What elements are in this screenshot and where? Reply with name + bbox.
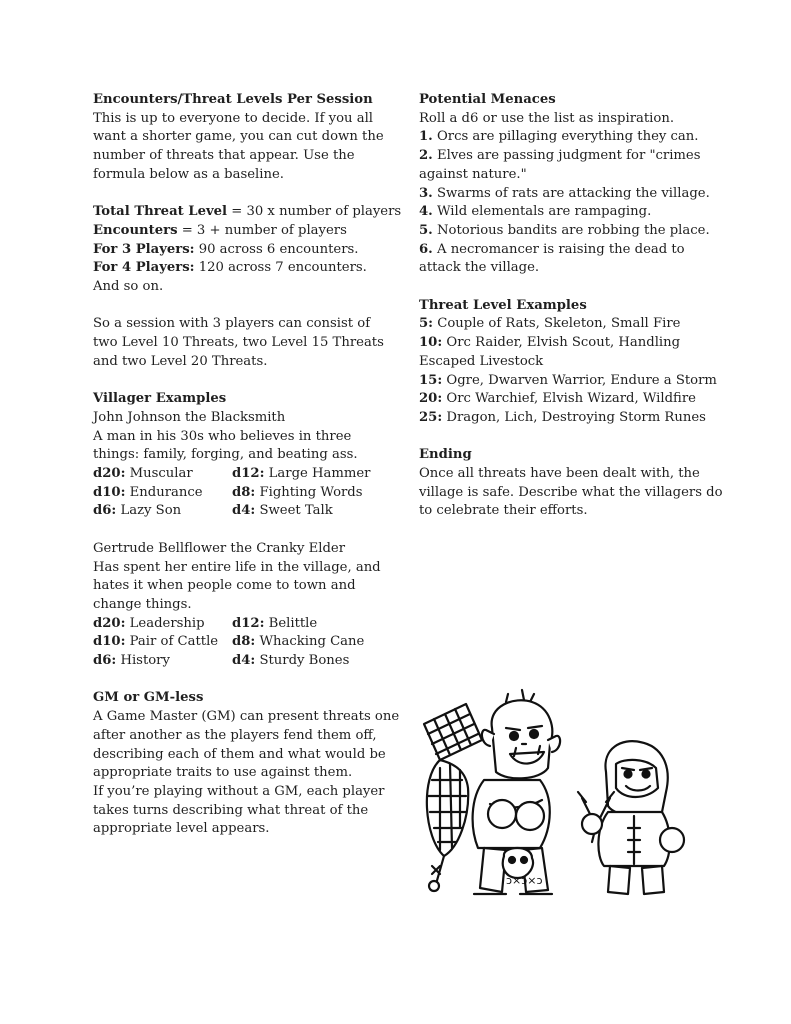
menace-number: 3. — [419, 185, 433, 201]
trait — [232, 502, 382, 521]
formula-text: 90 across 6 encounters. — [194, 241, 359, 257]
villager-desc: A man in his 30s who believes in three — [93, 428, 352, 444]
ending-line: village is safe. Describe what the villagers do — [419, 484, 723, 500]
menace-item — [419, 185, 709, 204]
villager-blacksmith — [93, 390, 383, 521]
villager-desc: hates it when people come to town and — [93, 578, 356, 594]
trait-name: Endurance — [125, 484, 203, 500]
ending-line: to celebrate their efforts. — [419, 503, 588, 519]
trait-die: d12: — [232, 466, 265, 482]
formula-section — [93, 203, 402, 297]
trait — [232, 652, 382, 671]
threat-item — [419, 409, 709, 428]
left-column — [93, 91, 402, 858]
formula-line — [93, 222, 383, 241]
gm-line: A Game Master (GM) can present threats one — [93, 709, 400, 725]
encounters-line: formula below as a baseline. — [93, 166, 284, 182]
menace-item — [419, 222, 709, 241]
formula-text: = 30 x number of players — [227, 204, 402, 220]
gm-line: after another as the players fend them off, — [93, 727, 377, 743]
trait-die: d12: — [232, 615, 265, 631]
villager-name: Gertrude Bellflower the Cranky Elder — [93, 540, 345, 556]
formula-label: Encounters — [93, 222, 178, 238]
trait-name: Lazy Son — [116, 503, 182, 519]
menace-text: Orcs are pillaging everything they can. — [432, 129, 699, 145]
gm-section — [93, 689, 400, 839]
right-column — [419, 91, 723, 540]
trait-name: Large Hammer — [264, 466, 371, 482]
trait — [93, 484, 232, 503]
trait — [93, 652, 232, 671]
formula-line — [93, 241, 383, 260]
menace-number: 5. — [419, 222, 433, 238]
trait-die: d8: — [232, 634, 256, 650]
menace-text: Notorious bandits are robbing the place. — [432, 222, 710, 238]
threat-level: 25: — [419, 409, 443, 425]
menace-number: 1. — [419, 129, 433, 145]
threat-text: Orc Warchief, Elvish Wizard, Wildfire — [442, 391, 696, 407]
hooded-slinger-icon — [578, 741, 684, 894]
encounters-heading: Encounters/Threat Levels Per Session — [93, 92, 373, 107]
formula-text: 120 across 7 encounters. — [194, 260, 367, 276]
menaces-section — [419, 91, 709, 278]
menace-number: 6. — [419, 241, 433, 257]
villager-heading: Villager Examples — [93, 391, 227, 407]
threat-text: Dragon, Lich, Destroying Storm Runes — [442, 409, 706, 425]
trait-die: d10: — [93, 484, 126, 500]
trait-name: History — [116, 653, 170, 669]
threat-level: 15: — [419, 372, 443, 388]
villager-desc: Has spent her entire life in the village, and — [93, 559, 381, 575]
net-shield-icon — [424, 704, 482, 891]
gm-line: takes turns describing what threat of the — [93, 802, 369, 818]
threat-item-cont: Escaped Livestock — [419, 353, 544, 369]
trait — [93, 502, 232, 521]
encounters-line: This is up to everyone to decide. If you all — [93, 110, 374, 126]
trait-die: d10: — [93, 634, 126, 650]
menaces-intro: Roll a d6 or use the list as inspiration. — [419, 110, 675, 126]
menace-text: Swarms of rats are attacking the village. — [432, 185, 710, 201]
orc-and-hooded-slinger-illustration — [410, 688, 710, 908]
session-line: So a session with 3 players can consist of — [93, 316, 371, 332]
trait-name: Pair of Cattle — [125, 634, 219, 650]
trait-die: d20: — [93, 615, 126, 631]
formula-line — [93, 203, 402, 222]
encounters-section — [93, 91, 383, 185]
villager-desc: change things. — [93, 596, 192, 612]
session-line: two Level 10 Threats, two Level 15 Threats — [93, 335, 384, 351]
threat-text: Orc Raider, Elvish Scout, Handling — [442, 335, 681, 351]
session-section — [93, 315, 383, 371]
trait-grid — [93, 615, 383, 671]
formula-line: And so on. — [93, 279, 164, 295]
trait-grid — [93, 465, 383, 521]
formula-text: = 3 + number of players — [177, 222, 347, 238]
trait — [93, 633, 232, 652]
formula-label: Total Threat Level — [93, 204, 228, 220]
menace-number: 4. — [419, 204, 433, 220]
gm-line: appropriate level appears. — [93, 821, 270, 837]
trait-name: Sturdy Bones — [255, 653, 350, 669]
villager-name: John Johnson the Blacksmith — [93, 409, 286, 425]
threat-text: Couple of Rats, Skeleton, Small Fire — [433, 316, 681, 332]
threat-section — [419, 297, 717, 428]
orc-warrior-icon — [473, 690, 561, 894]
villager-desc: things: family, forging, and beating ass. — [93, 447, 358, 463]
gm-heading: GM or GM-less — [93, 690, 204, 706]
trait-die: d6: — [93, 503, 117, 519]
encounters-line: want a shorter game, you can cut down the — [93, 129, 384, 145]
encounters-line: number of threats that appear. Use the — [93, 148, 355, 164]
session-line: and two Level 20 Threats. — [93, 353, 268, 369]
threat-item — [419, 372, 717, 391]
trait-die: d20: — [93, 466, 126, 482]
trait-name: Whacking Cane — [255, 634, 365, 650]
threat-level: 10: — [419, 335, 443, 351]
gm-line: If you’re playing without a GM, each player — [93, 783, 385, 799]
trait-name: Leadership — [125, 615, 205, 631]
trait — [93, 465, 232, 484]
menace-item-cont: against nature." — [419, 166, 527, 182]
trait-die: d8: — [232, 484, 256, 500]
threat-text: Ogre, Dwarven Warrior, Endure a Storm — [442, 372, 717, 388]
menace-item — [419, 147, 709, 166]
menace-item — [419, 203, 709, 222]
threat-item — [419, 315, 709, 334]
trait — [232, 484, 382, 503]
menace-text: A necromancer is raising the dead to — [432, 241, 685, 257]
menace-item — [419, 241, 709, 260]
trait-die: d4: — [232, 653, 256, 669]
trait-die: d4: — [232, 503, 256, 519]
menace-text: Wild elementals are rampaging. — [432, 204, 652, 220]
gm-line: appropriate traits to use against them. — [93, 765, 353, 781]
trait-name: Fighting Words — [255, 484, 363, 500]
menace-text: Elves are passing judgment for "crimes — [432, 148, 701, 164]
formula-label: For 4 Players: — [93, 260, 195, 276]
trait-name: Sweet Talk — [255, 503, 333, 519]
menace-number: 2. — [419, 148, 433, 164]
menace-item — [419, 128, 709, 147]
threat-level: 5: — [419, 316, 434, 332]
threat-level: 20: — [419, 391, 443, 407]
villager-elder — [93, 540, 383, 671]
ending-section — [419, 446, 723, 521]
ending-line: Once all threats have been dealt with, the — [419, 466, 700, 482]
menaces-heading: Potential Menaces — [419, 92, 556, 107]
trait — [232, 465, 382, 484]
formula-line — [93, 259, 383, 278]
trait — [232, 615, 382, 634]
trait-name: Belittle — [264, 615, 318, 631]
trophy-face-label: ɔ×ɔ×ɔ — [506, 874, 543, 887]
threat-item — [419, 390, 709, 409]
menace-item-cont: attack the village. — [419, 260, 540, 276]
trait — [232, 633, 382, 652]
trait — [93, 615, 232, 634]
trait-name: Muscular — [125, 466, 193, 482]
formula-label: For 3 Players: — [93, 241, 195, 257]
gm-line: describing each of them and what would be — [93, 746, 386, 762]
ending-heading: Ending — [419, 447, 472, 463]
threat-item — [419, 334, 709, 353]
threat-heading: Threat Level Examples — [419, 297, 587, 313]
trait-die: d6: — [93, 653, 117, 669]
